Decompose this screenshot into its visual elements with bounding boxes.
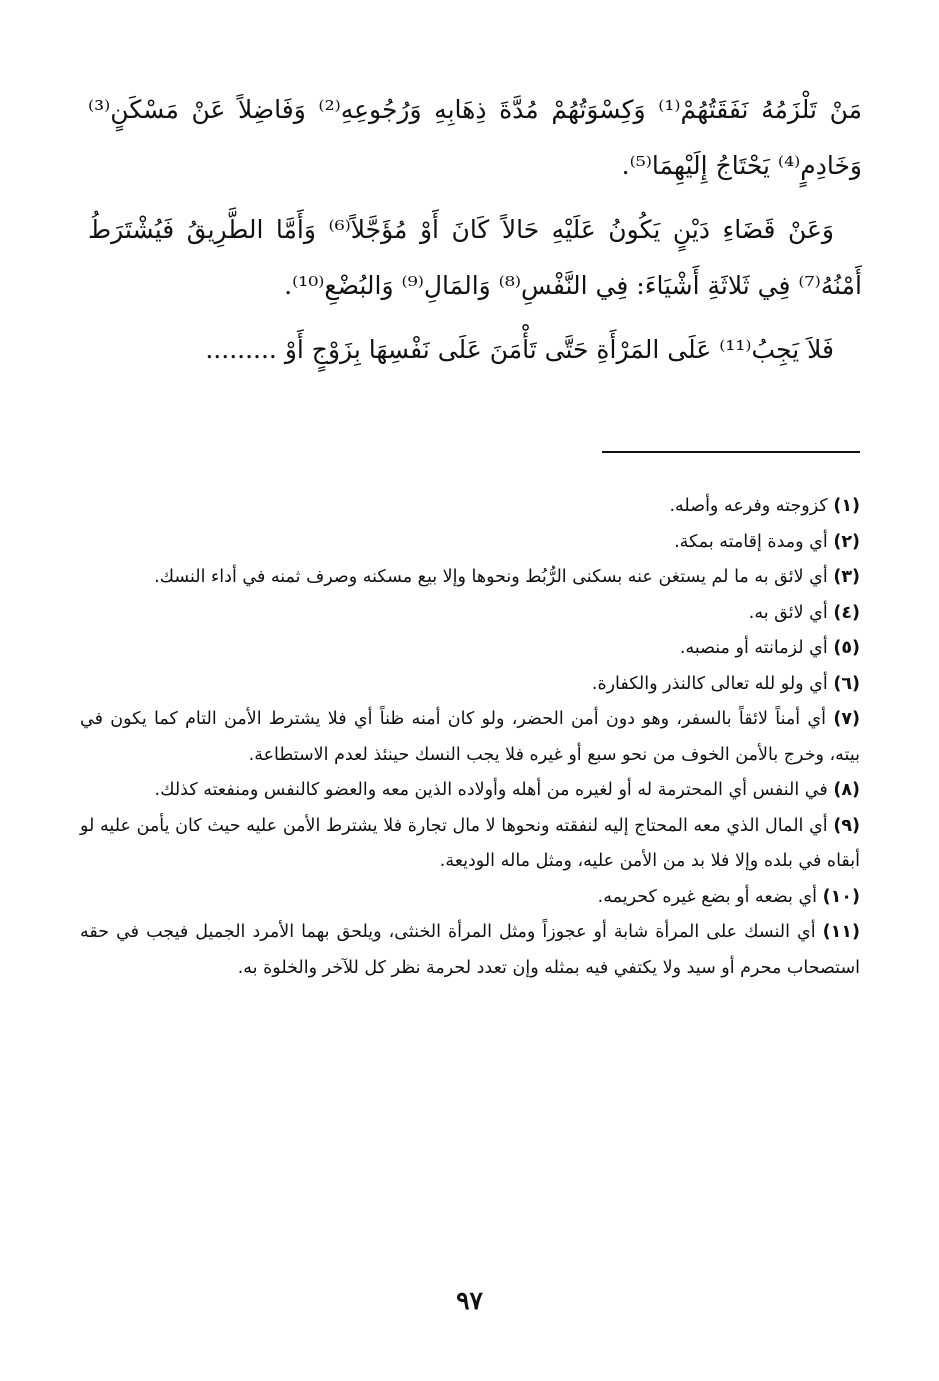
main-paragraph-3 bbox=[88, 322, 862, 378]
footnote-text: أي المال الذي معه المحتاج إليه لنفقته ونحوها لا مال تجارة فلا يشترط الأمن عليه حيث كان يأمن عليه لو أبقاه في بلده وإلا فلا بد من الأمن عليه، ومثل ماله الوديعة. bbox=[80, 815, 860, 871]
footnote-11 bbox=[80, 915, 860, 986]
footnote-number: (٨) bbox=[833, 780, 860, 800]
footnote-text: أي لائق به ما لم يستغن عنه بسكنى الرُّبُط ونحوها وإلا بيع مسكنه وصرف ثمنه في أداء النسك. bbox=[154, 567, 828, 587]
footnote-text: كزوجته وفرعه وأصله. bbox=[669, 496, 828, 516]
footnote-10 bbox=[80, 880, 860, 916]
footnote-separator bbox=[602, 451, 860, 453]
footnote-number: (١١) bbox=[822, 922, 860, 942]
main-paragraph-2: وَعَنْ قَضَاءِ دَيْنٍ يَكُونُ عَلَيْهِ حَالاً كَانَ أَوْ مُؤَجَّلاً⁽⁶⁾ وَأَمَّا الطَّرِيقُ فَيُشْتَرَطُ أَمْنُهُ⁽⁷⁾ فِي ثَلاثَةِ أَشْيَاءَ: فِي النَّفْسِ⁽⁸⁾ وَالمَالِ⁽⁹⁾ وَالبُضْعِ⁽¹⁰⁾. bbox=[88, 215, 862, 300]
footnote-number: (٧) bbox=[833, 709, 860, 729]
footnote-text: أي لزمانته أو منصبه. bbox=[679, 638, 828, 658]
footnote-7 bbox=[80, 702, 860, 773]
footnote-number: (٩) bbox=[833, 815, 860, 836]
main-paragraph-1: مَنْ تَلْزَمُهُ نَفَقَتُهُمْ⁽¹⁾ وَكِسْوَتُهُمْ مُدَّةَ ذِهَابِهِ وَرُجُوعِهِ⁽²⁾ وَفَاضِلاً عَنْ مَسْكَنٍ⁽³⁾ وَخَادِمٍ⁽⁴⁾ يَحْتَاجُ إِلَيْهِمَا⁽⁵⁾. bbox=[88, 95, 862, 180]
footnotes bbox=[80, 489, 860, 986]
footnote-text: أي ومدة إقامته بمكة. bbox=[674, 531, 828, 552]
footnote-text: في النفس أي المحترمة له أو لغيره من أهله وأولاده الذين معه والعضو كالنفس ومنفعته كذلك. bbox=[154, 780, 828, 800]
footnote-text: أي ولو لله تعالى كالنذر والكفارة. bbox=[591, 673, 828, 694]
footnote-number: (٤) bbox=[833, 602, 860, 623]
footnote-8 bbox=[80, 773, 860, 809]
footnote-number: (٦) bbox=[833, 673, 860, 694]
footnote-text: أي لائق به. bbox=[748, 602, 828, 623]
continuation-dots: ......... bbox=[205, 335, 277, 364]
footnote-5 bbox=[80, 631, 860, 667]
footnote-number: (٥) bbox=[833, 638, 860, 658]
footnote-number: (١٠) bbox=[822, 886, 860, 907]
footnote-number: (٣) bbox=[833, 567, 860, 587]
footnote-text: أي بضعه أو بضع غيره كحريمه. bbox=[597, 886, 818, 907]
footnote-9 bbox=[80, 809, 860, 880]
footnote-text: أي أمناً لائقاً بالسفر، وهو دون أمن الحضر، ولو كان أمنه ظناً أي فلا يشترط الأمن التام كما يكون في بيته، وخرج بالأمن الخوف من نحو سبع أو غيره فلا يجب النسك حينئذ لعدم الاستطاعة. bbox=[80, 709, 860, 765]
footnote-text: أي النسك على المرأة شابة أو عجوزاً ومثل المرأة الخنثى، ويلحق بهما الأمرد الجميل فيجب في حقه استصحاب محرم أو سيد ولا يكتفي فيه بمثله وإن تعدد لحرمة نظر كل للآخر والخلوة به. bbox=[80, 922, 860, 978]
footnote-4 bbox=[80, 596, 860, 632]
footnote-3 bbox=[80, 560, 860, 596]
page-number: ٩٧ bbox=[456, 1286, 483, 1315]
footnote-number: (٢) bbox=[833, 531, 860, 552]
footnote-2 bbox=[80, 525, 860, 561]
main-text bbox=[88, 82, 862, 386]
footnote-number: (١) bbox=[833, 496, 860, 516]
main-paragraph-3-text: فَلاَ يَجِبُ⁽¹¹⁾ عَلَى المَرْأَةِ حَتَّى تَأْمَنَ عَلَى نَفْسِهَا بِزَوْجٍ أَوْ bbox=[284, 335, 834, 364]
footnote-1 bbox=[80, 489, 860, 525]
footnote-6 bbox=[80, 667, 860, 703]
